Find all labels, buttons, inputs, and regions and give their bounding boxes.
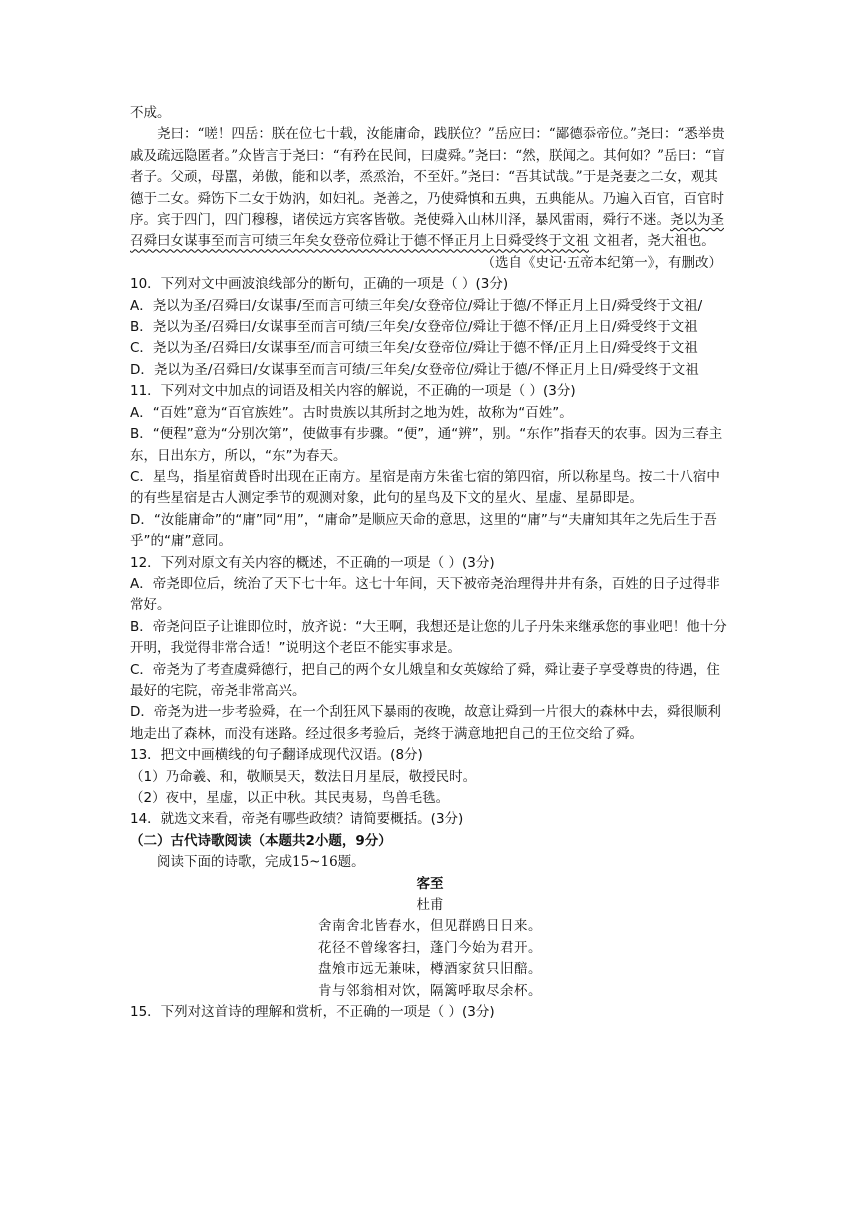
question-12-option-a: A．帝尧即位后，统治了天下七十年。这七十年间，天下被帝尧治理得井井有条，百姓的日子过得非常好。 bbox=[130, 575, 720, 614]
question-15-stem: 15．下列对这首诗的理解和赏析，不正确的一项是（ ）(3分) bbox=[130, 1004, 495, 1021]
question-10-option-a: A．尧以为圣/召舜曰/女谋事/至而言可绩三年矣/女登帝位/舜让于德/不怿正月上日/舜受终于文祖/ bbox=[130, 297, 703, 314]
question-11-option-c: C．星鸟，指星宿黄昏时出现在正南方。星宿是南方朱雀七宿的第四宿，所以称星鸟。按二十八宿中的有些星宿是古人测定季节的观测对象，此句的星鸟及下文的星火、星虚、星昴即是。 bbox=[130, 468, 720, 507]
question-14-stem: 14．就选文来看，帝尧有哪些政绩？请简要概括。(3分) bbox=[130, 811, 464, 828]
question-13-item-1: （1）乃命羲、和，敬顺昊天，数法日月星辰，敬授民时。 bbox=[130, 768, 477, 785]
question-10-option-d: D．尧以为圣/召舜曰/女谋事至而言可绩/三年矣/女登帝位/舜让于德/不怿正月上日/舜受终于文祖 bbox=[130, 361, 699, 378]
question-12-option-d: D．帝尧为进一步考验舜，在一个刮狂风下暴雨的夜晚，故意让舜到一片很大的森林中去，舜很顺利地走出了森林，而没有迷路。经过很多考验后，尧终于满意地把自己的王位交给了舜。 bbox=[130, 704, 721, 742]
question-10-option-b: B．尧以为圣/召舜曰/女谋事至而言可绩/三年矣/女登帝位/舜让于德不怿/正月上日/舜受终于文祖 bbox=[130, 319, 698, 336]
question-12-option-b: B．帝尧问臣子让谁即位时，放齐说：“大王啊，我想还是让您的儿子丹朱来继承您的事业吧！他十分开明，我觉得非常合适！”说明这个老臣不能实事求是。 bbox=[130, 618, 727, 657]
question-12-option-c: C．帝尧为了考查虞舜德行，把自己的两个女儿娥皇和女英嫁给了舜，舜让妻子享受尊贵的待遇，住最好的宅院，帝尧非常高兴。 bbox=[130, 661, 720, 699]
section-heading: （二）古代诗歌阅读（本题共2小题，9分） bbox=[130, 832, 392, 849]
question-13-item-2: （2）夜中，星虚，以正中秋。其民夷易，鸟兽毛毨。 bbox=[130, 790, 450, 806]
question-10-stem: 10．下列对文中画波浪线部分的断句，正确的一项是（ ）(3分) bbox=[130, 276, 509, 293]
question-13-stem: 13．把文中画横线的句子翻译成现代汉语。(8分) bbox=[130, 747, 423, 764]
exam-page bbox=[130, 103, 730, 1023]
question-11-stem: 11．下列对文中加点的词语及相关内容的解说，不正确的一项是（ ）(3分) bbox=[130, 383, 576, 400]
poem-title: 客至 bbox=[416, 875, 444, 892]
passage-source: （选自《史记·五帝本纪第一》，有删改） bbox=[481, 254, 722, 271]
poem-line: 肯与邻翁相对饮，隔篱呼取尽余杯。 bbox=[318, 982, 542, 999]
question-10-option-c: C．尧以为圣/召舜曰/女谋事至/而言可绩三年矣/女登帝位/舜让于德不怿/正月上日/舜受终于文祖 bbox=[130, 340, 698, 357]
passage-text-a: 尧曰：“嗟！四岳：朕在位七十载，汝能庸命，践朕位？”岳应曰：“鄙德忝帝位。”尧曰：“悉举贵戚及疏远隐匿者。”众皆言于尧曰：“有矜在民间，曰虞舜。”尧曰：“然，朕闻之。其何如？”岳曰：“盲者子。父顽，母嚚，弟傲，能和以孝，烝烝治，不至奸。”尧曰：“吾其试哉。”于是尧妻之二女，观其德于二女。舜饬下二女于妫汭，如妇礼。尧善之，乃使舜慎和五典，五典能从。乃遍入百官，百官时序。宾于四门，四门穆穆，诸侯远方宾客皆敬。尧使舜入山林川泽，暴风雷雨，舜行不迷。 bbox=[130, 126, 725, 229]
poem-line: 舍南舍北皆春水，但见群鸥日日来。 bbox=[318, 918, 542, 935]
poem-line: 花径不曾缘客扫，蓬门今始为君开。 bbox=[318, 939, 542, 956]
section-intro: 阅读下面的诗歌，完成15~16题。 bbox=[157, 854, 365, 871]
passage-lead: 不成。 bbox=[130, 105, 171, 121]
passage-text-b: 文祖者，尧大祖也。 bbox=[589, 233, 715, 250]
question-11-option-d: D．“汝能庸命”的“庸”同“用”，“庸命”是顺应天命的意思，这里的“庸”与“夫庸知其年之先后生于吾乎”的“庸”意同。 bbox=[130, 511, 717, 550]
question-12-stem: 12．下列对原文有关内容的概述，不正确的一项是（ ）(3分) bbox=[130, 554, 495, 571]
wavy-underlined-passage: 尧以为圣召舜曰女谋事至而言可绩三年矣女登帝位舜让于德不怿正月上日舜受终于文祖 bbox=[130, 212, 724, 250]
poem-line: 盘飧市远无兼味，樽酒家贫只旧醅。 bbox=[318, 961, 542, 978]
passage-paragraph bbox=[130, 124, 730, 252]
poem-author: 杜甫 bbox=[416, 897, 444, 914]
question-11-option-b: B．“便程”意为“分别次第”，使做事有步骤。“便”，通“辨”，别。“东作”指春天的农事。因为三春主东，日出东方，所以，“东”为春天。 bbox=[130, 426, 723, 464]
question-11-option-a: A．“百姓”意为“百官族姓”。古时贵族以其所封之地为姓，故称为“百姓”。 bbox=[130, 404, 573, 421]
